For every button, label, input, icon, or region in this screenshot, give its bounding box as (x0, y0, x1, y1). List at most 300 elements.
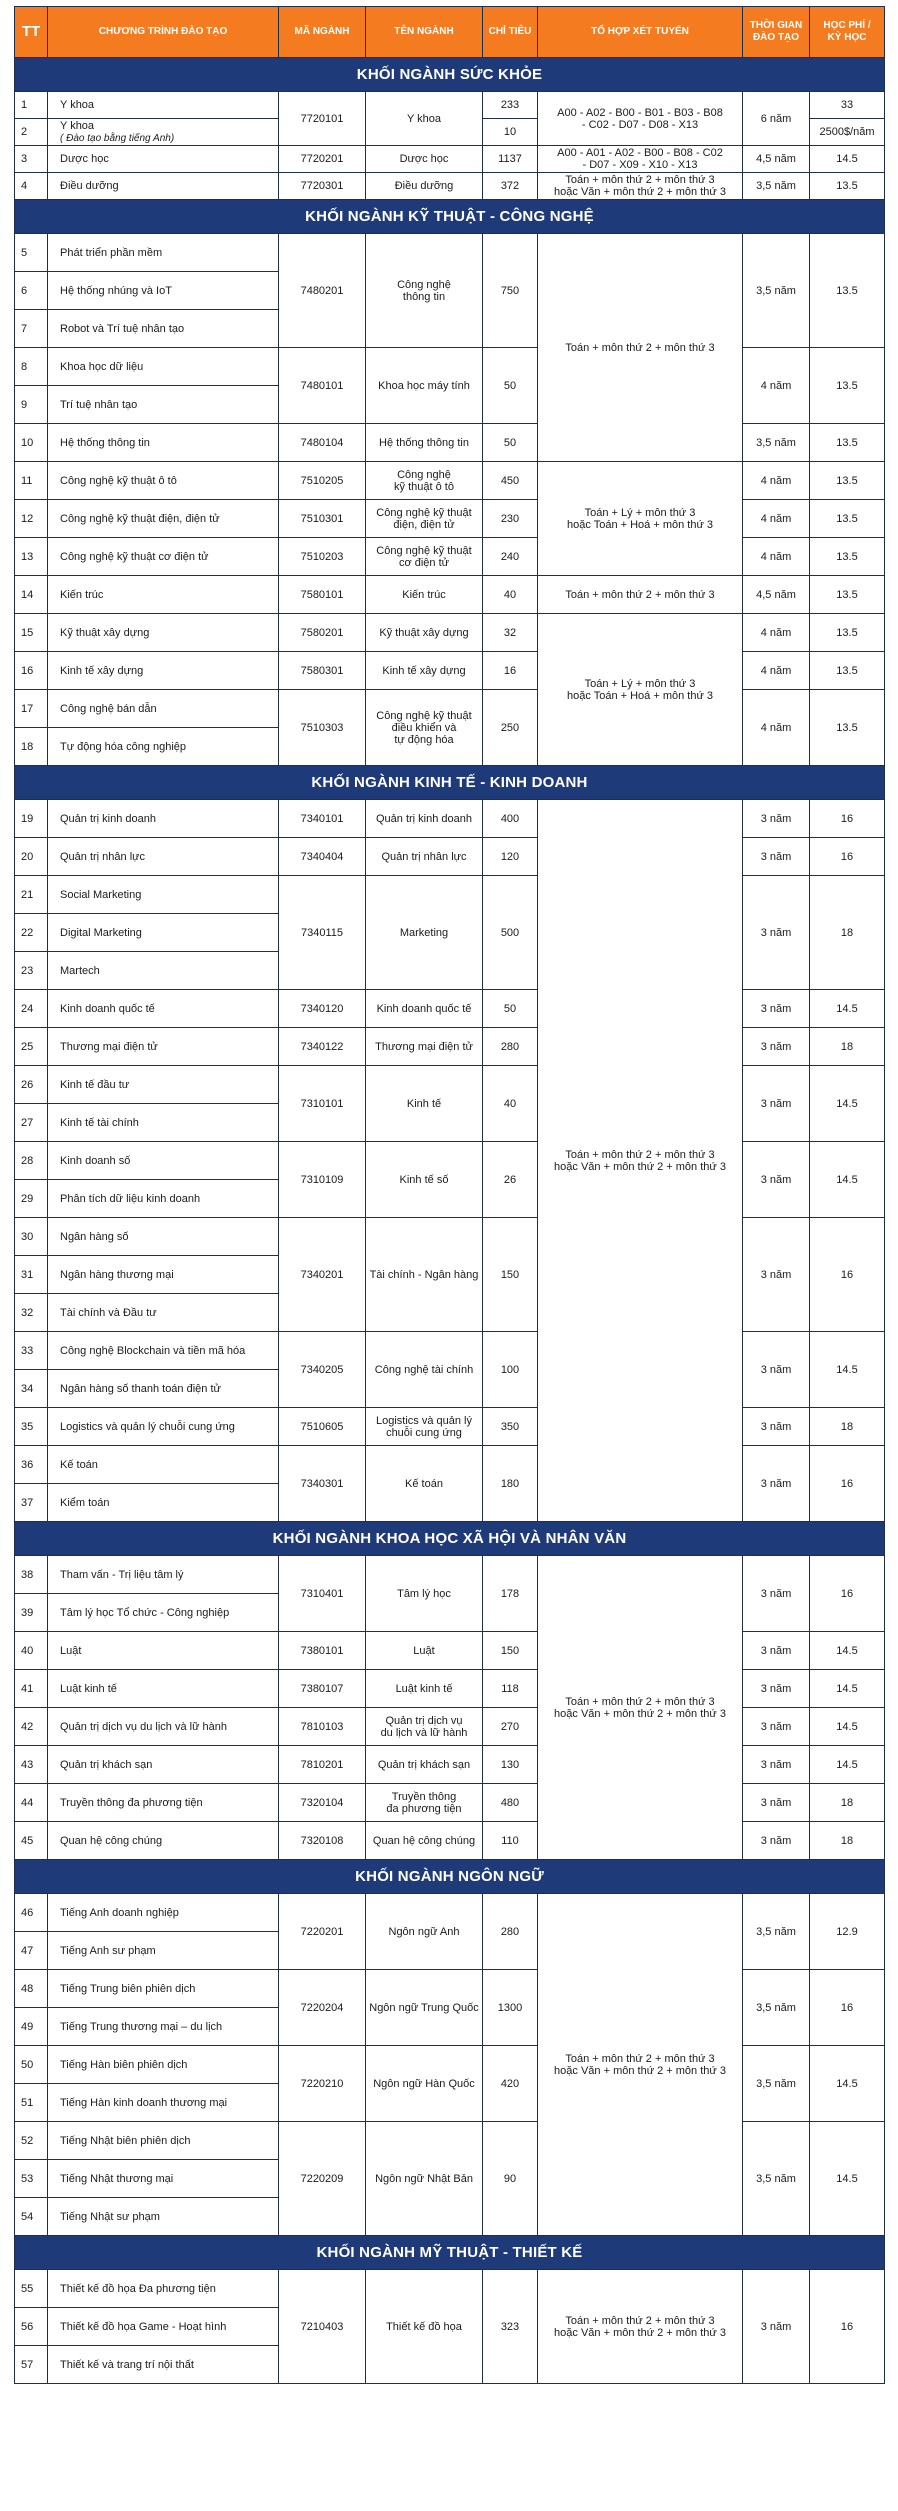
table-cell: 3 năm (743, 838, 810, 876)
table-cell: Quản trị nhân lực (48, 838, 279, 876)
header-code: MÃ NGÀNH (279, 7, 366, 58)
table-cell: 16 (810, 800, 885, 838)
section-title: KHỐI NGÀNH KINH TẾ - KINH DOANH (15, 766, 885, 800)
cell-text: hoặc Văn + môn thứ 2 + môn thứ 3 (554, 1160, 726, 1173)
table-cell: 33 (15, 1332, 48, 1370)
table-cell (366, 690, 483, 766)
table-row (15, 576, 885, 614)
table-cell: Tự động hóa công nghiệp (48, 728, 279, 766)
table-cell: 34 (15, 1370, 48, 1408)
table-cell: 14.5 (810, 1670, 885, 1708)
table-cell: 7510203 (279, 538, 366, 576)
header-row (15, 7, 885, 58)
table-cell: 13.5 (810, 538, 885, 576)
table-cell (538, 462, 743, 576)
table-cell: 3 năm (743, 800, 810, 838)
table-cell: 13.5 (810, 234, 885, 348)
table-cell: Thiết kế đồ họa (366, 2270, 483, 2384)
table-cell: Kinh tế xây dựng (366, 652, 483, 690)
table-cell: 7310109 (279, 1142, 366, 1218)
table-cell: 4 năm (743, 538, 810, 576)
table-row (15, 1784, 885, 1822)
cell-text: Công nghệ (397, 468, 451, 481)
table-cell: 130 (483, 1746, 538, 1784)
table-cell: 13.5 (810, 173, 885, 200)
table-cell: 150 (483, 1632, 538, 1670)
table-cell: Điều dưỡng (366, 173, 483, 200)
header-text: KỲ HỌC (827, 32, 867, 43)
table-cell: 7220201 (279, 1894, 366, 1970)
table-cell: 35 (15, 1408, 48, 1446)
table-cell: 7220204 (279, 1970, 366, 2046)
table-cell: 3 năm (743, 876, 810, 990)
table-row (15, 1408, 885, 1446)
table-cell: 24 (15, 990, 48, 1028)
table-cell: 16 (810, 1446, 885, 1522)
cell-text: tự động hóa (394, 733, 454, 746)
table-cell: 4 năm (743, 462, 810, 500)
table-cell: Kỹ thuật xây dựng (366, 614, 483, 652)
table-cell: 280 (483, 1894, 538, 1970)
table-cell: 20 (15, 838, 48, 876)
table-cell: 450 (483, 462, 538, 500)
table-cell: 180 (483, 1446, 538, 1522)
table-cell: 3 năm (743, 1746, 810, 1784)
table-cell: 33 (810, 92, 885, 119)
table-cell (366, 538, 483, 576)
table-cell: Ngân hàng số (48, 1218, 279, 1256)
table-cell: 372 (483, 173, 538, 200)
table-cell: Hệ thống thông tin (366, 424, 483, 462)
table-row (15, 1332, 885, 1370)
table-cell: 7220210 (279, 2046, 366, 2122)
table-cell: Ngôn ngữ Trung Quốc (366, 1970, 483, 2046)
table-cell: 7340122 (279, 1028, 366, 1066)
table-cell: 3 năm (743, 1446, 810, 1522)
table-cell: Hệ thống nhúng và IoT (48, 272, 279, 310)
table-cell: 7580201 (279, 614, 366, 652)
table-cell: Quản trị kinh doanh (48, 800, 279, 838)
table-cell: 23 (15, 952, 48, 990)
table-cell: 4 năm (743, 652, 810, 690)
table-cell: Luật kinh tế (48, 1670, 279, 1708)
cell-text: Công nghệ kỹ thuật (376, 544, 472, 557)
cell-text: hoặc Văn + môn thứ 2 + môn thứ 3 (554, 1707, 726, 1720)
table-cell: Dược học (366, 146, 483, 173)
table-cell: Công nghệ kỹ thuật điện, điện tử (48, 500, 279, 538)
cell-text: du lịch và lữ hành (380, 1726, 468, 1739)
cell-text: hoặc Văn + môn thứ 2 + môn thứ 3 (554, 2064, 726, 2077)
table-cell: 18 (15, 728, 48, 766)
header-text: ĐÀO TẠO (752, 32, 800, 43)
table-cell: 14.5 (810, 1708, 885, 1746)
table-cell: 4,5 năm (743, 576, 810, 614)
table-cell: 7340201 (279, 1218, 366, 1332)
table-cell: 13.5 (810, 424, 885, 462)
table-cell: Tiếng Anh doanh nghiệp (48, 1894, 279, 1932)
cell-text: Toán + môn thứ 2 + môn thứ 3 (565, 174, 715, 186)
table-cell: Công nghệ kỹ thuật ô tô (48, 462, 279, 500)
table-cell: 31 (15, 1256, 48, 1294)
table-cell: 40 (483, 576, 538, 614)
table-cell: Điều dưỡng (48, 173, 279, 200)
table-cell: 7340120 (279, 990, 366, 1028)
table-cell: 4 năm (743, 614, 810, 652)
table-cell: Kế toán (366, 1446, 483, 1522)
table-cell: 7510205 (279, 462, 366, 500)
table-cell: Luật kinh tế (366, 1670, 483, 1708)
table-cell: 7580301 (279, 652, 366, 690)
table-cell: 27 (15, 1104, 48, 1142)
table-cell: 7580101 (279, 576, 366, 614)
table-cell: 28 (15, 1142, 48, 1180)
table-cell: 4 năm (743, 500, 810, 538)
cell-text: chuỗi cung ứng (386, 1426, 462, 1439)
table-cell: Kinh doanh quốc tế (366, 990, 483, 1028)
table-cell: Marketing (366, 876, 483, 990)
table-cell: 12 (15, 500, 48, 538)
table-cell: 44 (15, 1784, 48, 1822)
table-row (15, 1556, 885, 1594)
table-cell: 55 (15, 2270, 48, 2308)
table-cell: 7810201 (279, 1746, 366, 1784)
table-cell: Dược học (48, 146, 279, 173)
header-combo: TỔ HỢP XÉT TUYỂN (538, 7, 743, 58)
table-cell: 14.5 (810, 1332, 885, 1408)
table-cell: 16 (810, 1970, 885, 2046)
table-cell: 420 (483, 2046, 538, 2122)
table-cell: 42 (15, 1708, 48, 1746)
cell-text: Công nghệ kỹ thuật (376, 709, 472, 722)
table-cell: Quản trị dịch vụ du lịch và lữ hành (48, 1708, 279, 1746)
table-cell: 7480101 (279, 348, 366, 424)
table-cell: 3 năm (743, 1066, 810, 1142)
table-cell: Tài chính và Đầu tư (48, 1294, 279, 1332)
table-cell: 118 (483, 1670, 538, 1708)
table-cell: 36 (15, 1446, 48, 1484)
cell-text: cơ điện tử (398, 556, 450, 569)
table-cell: 11 (15, 462, 48, 500)
table-cell: 3 năm (743, 1822, 810, 1860)
cell-text: A00 - A02 - B00 - B01 - B03 - B08 (557, 106, 723, 119)
table-cell: Kinh doanh quốc tế (48, 990, 279, 1028)
table-cell: 7380107 (279, 1670, 366, 1708)
cell-text: - C02 - D07 - D08 - X13 (581, 118, 699, 131)
section-title: KHỐI NGÀNH NGÔN NGỮ (15, 1860, 885, 1894)
table-cell: 2 (15, 119, 48, 146)
table-cell: Kinh tế tài chính (48, 1104, 279, 1142)
table-cell: 16 (483, 652, 538, 690)
table-cell: Công nghệ Blockchain và tiền mã hóa (48, 1332, 279, 1370)
cell-text: ( Đào tạo bằng tiếng Anh) (60, 132, 175, 144)
table-cell: 14.5 (810, 146, 885, 173)
table-cell: Thiết kế đồ họa Game - Hoạt hình (48, 2308, 279, 2346)
table-cell (366, 1408, 483, 1446)
table-cell: 3 năm (743, 1784, 810, 1822)
table-cell: 14.5 (810, 2122, 885, 2236)
table-cell: Quan hệ công chúng (48, 1822, 279, 1860)
cell-text: hoặc Văn + môn thứ 2 + môn thứ 3 (554, 186, 726, 198)
table-cell: 48 (15, 1970, 48, 2008)
table-cell: 350 (483, 1408, 538, 1446)
table-cell (538, 1556, 743, 1860)
table-cell: Luật (366, 1632, 483, 1670)
table-cell: 3 năm (743, 1708, 810, 1746)
table-cell: 178 (483, 1556, 538, 1632)
cell-text: Công nghệ (397, 278, 451, 291)
table-cell: Robot và Trí tuệ nhân tạo (48, 310, 279, 348)
table-cell: 3 năm (743, 1028, 810, 1066)
table-cell: 53 (15, 2160, 48, 2198)
table-row (15, 173, 885, 200)
table-cell: 3,5 năm (743, 2122, 810, 2236)
table-cell: 90 (483, 2122, 538, 2236)
table-cell: 7340101 (279, 800, 366, 838)
table-cell: 3,5 năm (743, 173, 810, 200)
table-cell (366, 462, 483, 500)
table-cell: 14.5 (810, 2046, 885, 2122)
table-cell: 32 (15, 1294, 48, 1332)
table-cell: Công nghệ bán dẫn (48, 690, 279, 728)
table-cell: 13.5 (810, 690, 885, 766)
table-cell: 7340301 (279, 1446, 366, 1522)
table-row (15, 538, 885, 576)
table-row (15, 2270, 885, 2308)
cell-text: kỹ thuật ô tô (394, 480, 454, 493)
table-cell: 4 năm (743, 348, 810, 424)
table-cell: Luật (48, 1632, 279, 1670)
table-cell: 7720301 (279, 173, 366, 200)
table-cell (538, 92, 743, 146)
table-cell: 52 (15, 2122, 48, 2160)
section-title: KHỐI NGÀNH KHOA HỌC XÃ HỘI VÀ NHÂN VĂN (15, 1522, 885, 1556)
table-cell: 16 (810, 1556, 885, 1632)
table-cell (366, 1708, 483, 1746)
cell-text: Truyền thông (391, 1790, 457, 1803)
table-cell: 16 (810, 1218, 885, 1332)
table-cell: 32 (483, 614, 538, 652)
table-cell: Phân tích dữ liệu kinh doanh (48, 1180, 279, 1218)
table-cell: Tiếng Anh sư phạm (48, 1932, 279, 1970)
table-cell: 7210403 (279, 2270, 366, 2384)
table-cell: 21 (15, 876, 48, 914)
table-cell: 2500$/năm (810, 119, 885, 146)
table-cell: Kinh tế xây dựng (48, 652, 279, 690)
table-cell: Toán + môn thứ 2 + môn thứ 3 (538, 576, 743, 614)
table-cell: 7320108 (279, 1822, 366, 1860)
table-cell: 7 (15, 310, 48, 348)
cell-text: hoặc Toán + Hoá + môn thứ 3 (567, 518, 713, 531)
table-cell: Tài chính - Ngân hàng (366, 1218, 483, 1332)
table-cell: 13.5 (810, 348, 885, 424)
table-cell: 15 (15, 614, 48, 652)
table-cell: 3,5 năm (743, 2046, 810, 2122)
cell-text: điều khiển và (391, 721, 457, 734)
table-cell: 7810103 (279, 1708, 366, 1746)
table-row (15, 462, 885, 500)
table-cell: 45 (15, 1822, 48, 1860)
header-tt: TT (15, 7, 48, 58)
table-row (15, 234, 885, 272)
table-cell: Hệ thống thông tin (48, 424, 279, 462)
table-row (15, 614, 885, 652)
table-cell: 13.5 (810, 614, 885, 652)
table-cell: Khoa học dữ liệu (48, 348, 279, 386)
table-cell: Logistics và quản lý chuỗi cung ứng (48, 1408, 279, 1446)
table-cell: Truyền thông đa phương tiện (48, 1784, 279, 1822)
table-cell: 1137 (483, 146, 538, 173)
cell-text: A00 - A01 - A02 - B00 - B08 - C02 (557, 147, 723, 159)
table-cell: Quản trị kinh doanh (366, 800, 483, 838)
table-row (15, 2046, 885, 2084)
table-cell: Ngôn ngữ Anh (366, 1894, 483, 1970)
table-row (15, 652, 885, 690)
table-cell: Toán + môn thứ 2 + môn thứ 3 (538, 234, 743, 462)
table-cell: 4 năm (743, 690, 810, 766)
table-cell (538, 2270, 743, 2384)
table-row (15, 1894, 885, 1932)
table-cell: 110 (483, 1822, 538, 1860)
table-cell: 1 (15, 92, 48, 119)
section-row (15, 766, 885, 800)
table-cell: Kiểm toán (48, 1484, 279, 1522)
table-cell: 1300 (483, 1970, 538, 2046)
table-cell: 4 (15, 173, 48, 200)
table-cell: 323 (483, 2270, 538, 2384)
table-cell: Quản trị khách sạn (366, 1746, 483, 1784)
table-cell: 4,5 năm (743, 146, 810, 173)
table-cell: 7220209 (279, 2122, 366, 2236)
table-cell: Khoa học máy tính (366, 348, 483, 424)
table-cell: 26 (15, 1066, 48, 1104)
table-row (15, 92, 885, 119)
table-cell: Kiến trúc (48, 576, 279, 614)
table-cell: Martech (48, 952, 279, 990)
table-row (15, 990, 885, 1028)
table-cell: 3 (15, 146, 48, 173)
table-cell: Tiếng Trung thương mại – du lịch (48, 2008, 279, 2046)
table-cell: 17 (15, 690, 48, 728)
table-cell: 38 (15, 1556, 48, 1594)
table-cell: 16 (810, 2270, 885, 2384)
header-text: HỌC PHÍ / (823, 20, 871, 31)
header-major: TÊN NGÀNH (366, 7, 483, 58)
table-cell: 16 (15, 652, 48, 690)
table-cell: 150 (483, 1218, 538, 1332)
table-cell: 3 năm (743, 1556, 810, 1632)
table-cell: Tiếng Nhật biên phiên dịch (48, 2122, 279, 2160)
table-cell: 9 (15, 386, 48, 424)
table-cell: 30 (15, 1218, 48, 1256)
table-cell: 3 năm (743, 990, 810, 1028)
table-cell: 3,5 năm (743, 234, 810, 348)
cell-text: Toán + môn thứ 2 + môn thứ 3 (565, 1148, 715, 1161)
table-cell: 43 (15, 1746, 48, 1784)
table-cell: Tiếng Hàn kinh doanh thương mại (48, 2084, 279, 2122)
table-row (15, 1028, 885, 1066)
table-cell: 29 (15, 1180, 48, 1218)
cell-text: - D07 - X09 - X10 - X13 (582, 159, 698, 171)
table-cell (366, 500, 483, 538)
table-cell: Thiết kế đồ họa Đa phương tiện (48, 2270, 279, 2308)
table-cell: Tâm lý học (366, 1556, 483, 1632)
table-cell: 7340404 (279, 838, 366, 876)
table-cell: Kinh doanh số (48, 1142, 279, 1180)
table-cell: Y khoa (366, 92, 483, 146)
header-fee (810, 7, 885, 58)
table-cell: Kinh tế đầu tư (48, 1066, 279, 1104)
table-cell: 7380101 (279, 1632, 366, 1670)
cell-text: Toán + Lý + môn thứ 3 (584, 677, 696, 690)
table-row (15, 1708, 885, 1746)
table-cell: Tâm lý học Tổ chức - Công nghiệp (48, 1594, 279, 1632)
table-row (15, 1822, 885, 1860)
table-cell: Trí tuệ nhân tạo (48, 386, 279, 424)
table-cell: 26 (483, 1142, 538, 1218)
table-cell: 3,5 năm (743, 1894, 810, 1970)
admission-table (14, 6, 885, 2384)
table-cell: 13 (15, 538, 48, 576)
table-cell: Kiến trúc (366, 576, 483, 614)
section-row (15, 1860, 885, 1894)
table-cell (366, 234, 483, 348)
table-cell: 41 (15, 1670, 48, 1708)
table-cell: Quản trị khách sạn (48, 1746, 279, 1784)
table-cell: 233 (483, 92, 538, 119)
table-cell: 3 năm (743, 1218, 810, 1332)
table-cell: 40 (483, 1066, 538, 1142)
section-row (15, 58, 885, 92)
cell-text: Toán + môn thứ 2 + môn thứ 3 (565, 2052, 715, 2065)
table-cell: 8 (15, 348, 48, 386)
table-cell: 49 (15, 2008, 48, 2046)
table-cell: 10 (15, 424, 48, 462)
table-cell: 51 (15, 2084, 48, 2122)
table-cell (538, 146, 743, 173)
table-cell: Y khoa (48, 92, 279, 119)
table-cell: 7480104 (279, 424, 366, 462)
cell-text: Công nghệ kỹ thuật (376, 506, 472, 519)
table-row (15, 876, 885, 914)
section-row (15, 2236, 885, 2270)
table-cell: 7720201 (279, 146, 366, 173)
table-cell: Công nghệ tài chính (366, 1332, 483, 1408)
table-cell: 18 (810, 1408, 885, 1446)
table-cell (538, 1894, 743, 2236)
section-row (15, 200, 885, 234)
cell-text: Y khoa (60, 119, 95, 132)
table-cell (538, 800, 743, 1522)
header-quota: CHỈ TIÊU (483, 7, 538, 58)
section-title: KHỐI NGÀNH MỸ THUẬT - THIẾT KẾ (15, 2236, 885, 2270)
table-cell: 6 năm (743, 92, 810, 146)
table-cell: 14.5 (810, 1142, 885, 1218)
cell-text: hoặc Văn + môn thứ 2 + môn thứ 3 (554, 2326, 726, 2339)
table-cell: Tiếng Trung biên phiên dịch (48, 1970, 279, 2008)
table-cell: 240 (483, 538, 538, 576)
cell-text: Logistics và quản lý (376, 1414, 472, 1427)
table-cell: Ngôn ngữ Nhật Bản (366, 2122, 483, 2236)
table-cell: Digital Marketing (48, 914, 279, 952)
table-cell: 3 năm (743, 1408, 810, 1446)
table-cell: 39 (15, 1594, 48, 1632)
table-cell: 7310101 (279, 1066, 366, 1142)
header-duration (743, 7, 810, 58)
table-cell: 400 (483, 800, 538, 838)
table-row (15, 1066, 885, 1104)
table-cell (538, 614, 743, 766)
table-cell: Tiếng Nhật thương mại (48, 2160, 279, 2198)
